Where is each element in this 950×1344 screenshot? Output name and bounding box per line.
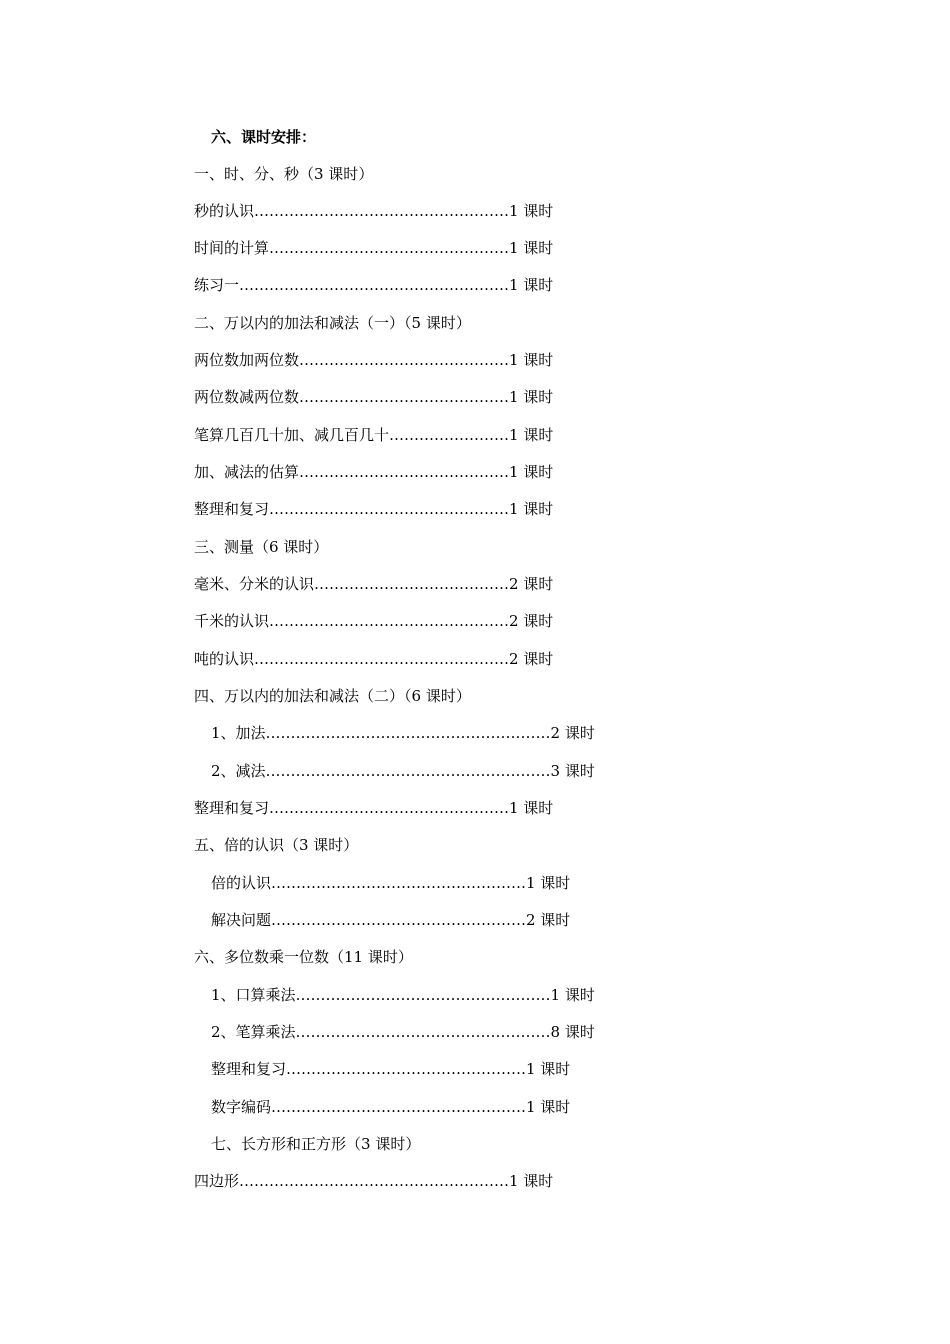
unit-title: 二、万以内的加法和减法（一）（5 课时）	[194, 314, 471, 332]
lesson-line: 整理和复习…………………………………………1 课时	[194, 500, 554, 518]
lesson-line: 时间的计算…………………………………………1 课时	[194, 239, 554, 257]
unit-title: 三、测量（6 课时）	[194, 538, 329, 556]
section-heading: 六、课时安排：	[211, 128, 317, 146]
lesson-line: 练习一………………………………………………1 课时	[194, 276, 554, 294]
lesson-line: 吨的认识……………………………………………2 课时	[194, 650, 554, 668]
lesson-line: 2、笔算乘法……………………………………………8 课时	[211, 1023, 595, 1041]
lesson-line: 整理和复习…………………………………………1 课时	[211, 1060, 571, 1078]
lesson-line: 千米的认识…………………………………………2 课时	[194, 612, 554, 630]
lesson-line: 数字编码……………………………………………1 课时	[211, 1098, 571, 1116]
unit-title: 四、万以内的加法和减法（二）（6 课时）	[194, 687, 471, 705]
lesson-line: 毫米、分米的认识…………………………………2 课时	[194, 575, 554, 593]
lesson-line: 秒的认识……………………………………………1 课时	[194, 202, 554, 220]
lesson-line: 四边形………………………………………………1 课时	[194, 1172, 554, 1190]
lesson-line: 加、减法的估算……………………………………1 课时	[194, 463, 554, 481]
lesson-line: 1、加法…………………………………………………2 课时	[211, 724, 595, 742]
unit-title: 七、长方形和正方形（3 课时）	[211, 1135, 421, 1153]
lesson-line: 倍的认识……………………………………………1 课时	[211, 874, 571, 892]
lesson-line: 2、减法…………………………………………………3 课时	[211, 762, 595, 780]
unit-title: 五、倍的认识（3 课时）	[194, 836, 359, 854]
unit-title: 六、多位数乘一位数（11 课时）	[194, 948, 413, 966]
unit-title: 一、时、分、秒（3 课时）	[194, 165, 374, 183]
lesson-line: 两位数减两位数……………………………………1 课时	[194, 388, 554, 406]
lesson-line: 整理和复习…………………………………………1 课时	[194, 799, 554, 817]
lesson-line: 1、口算乘法……………………………………………1 课时	[211, 986, 595, 1004]
lesson-line: 两位数加两位数……………………………………1 课时	[194, 351, 554, 369]
lesson-line: 解决问题……………………………………………2 课时	[211, 911, 571, 929]
lesson-line: 笔算几百几十加、减几百几十……………………1 课时	[194, 426, 554, 444]
